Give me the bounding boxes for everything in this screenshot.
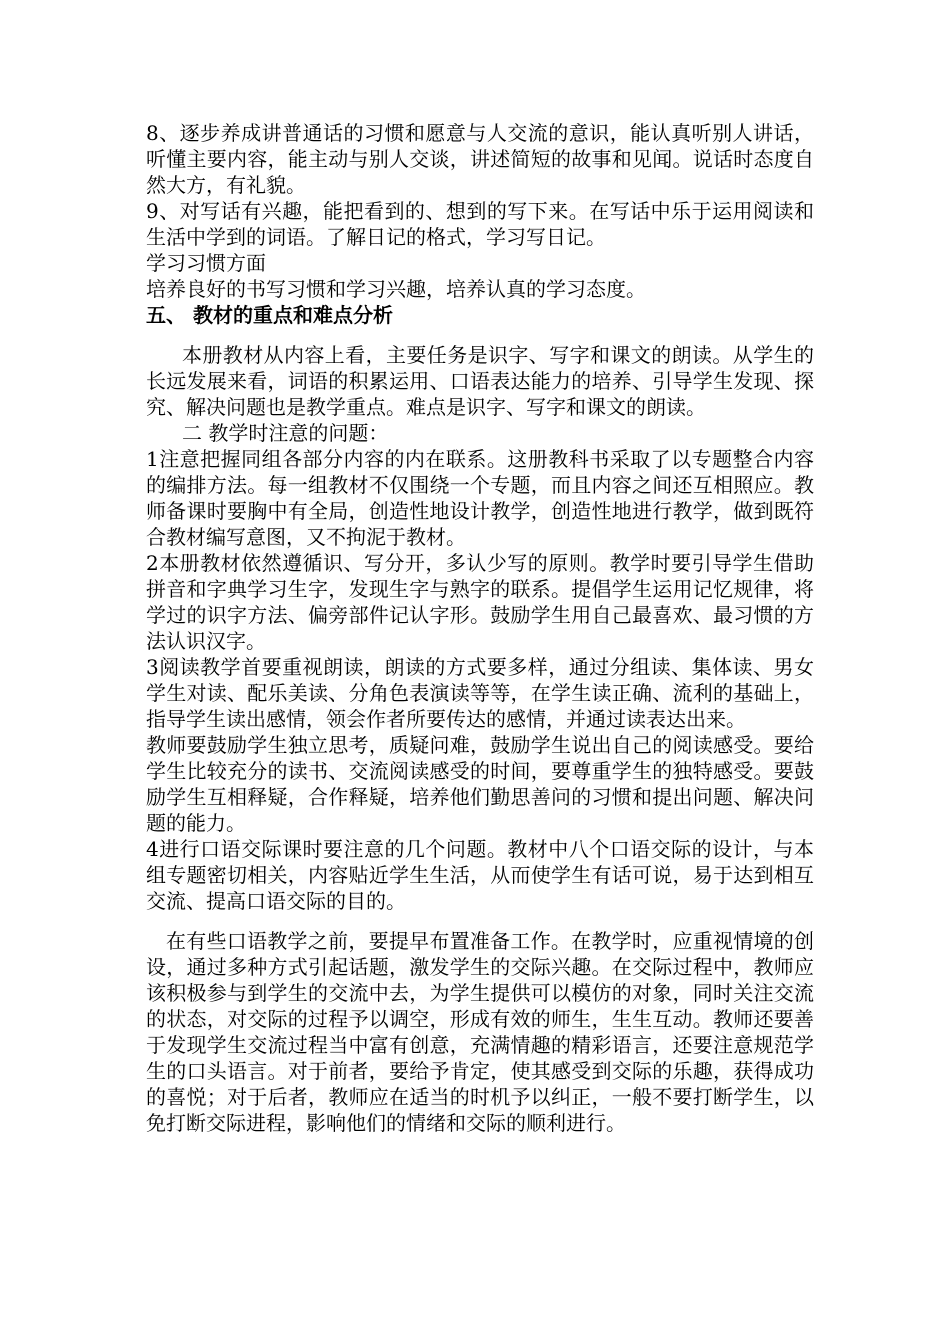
section-heading-five: 五、 教材的重点和难点分析 [146,303,393,327]
paragraph-teacher-encourage: 教师要鼓励学生独立思考，质疑问难，鼓励学生说出自己的阅读感受。要给学生比较充分的读书、交流阅读感受的时间，要尊重学生的独特感受。要鼓励学生互相释疑，合作释疑，培养他们勤思善问的习惯和提出问题、解决问题的能力。 [146,733,814,835]
paragraph-study-habits: 培养良好的书写习惯和学习兴趣，培养认真的学习态度。 [146,277,646,301]
paragraph-item-9: 9、对写话有兴趣，能把看到的、想到的写下来。在写话中乐于运用阅读和生活中学到的词语。了解日记的格式，学习写日记。 [146,199,814,249]
paragraph-key-points: 本册教材从内容上看，主要任务是识字、写字和课文的朗读。从学生的长远发展来看，词语的积累运用、口语表达能力的培养、引导学生发现、探究、解决问题也是教学重点。难点是识字、写字和课文的朗读。 [146,343,814,419]
paragraph-note-4: 4进行口语交际课时要注意的几个问题。教材中八个口语交际的设计，与本组专题密切相关，内容贴近学生生活，从而使学生有话可说，易于达到相互交流、提高口语交际的目的。 [146,837,814,913]
paragraph-note-1: 1注意把握同组各部分内容的内在联系。这册教科书采取了以专题整合内容的编排方法。每一组教材不仅围绕一个专题，而且内容之间还互相照应。教师备课时要胸中有全局，创造性地设计教学，创造性地进行教学，做到既符合教材编写意图，又不拘泥于教材。 [146,447,814,549]
subheading-study-habits: 学习习惯方面 [146,251,266,275]
paragraph-item-8: 8、逐步养成讲普通话的习惯和愿意与人交流的意识，能认真听别人讲话，听懂主要内容，能主动与别人交谈，讲述简短的故事和见闻。说话时态度自然大方，有礼貌。 [146,121,814,197]
document-body [146,120,814,1136]
subheading-teaching-notes: 二 教学时注意的问题： [182,421,389,445]
paragraph-note-3: 3阅读教学首要重视朗读，朗读的方式要多样，通过分组读、集体读、男女学生对读、配乐美读、分角色表演读等等，在学生读正确、流利的基础上，指导学生读出感情，领会作者所要传达的感情，并通过读表达出来。 [146,655,814,731]
paragraph-note-2: 2本册教材依然遵循识、写分开，多认少写的原则。教学时要引导学生借助拼音和字典学习生字，发现生字与熟字的联系。提倡学生运用记忆规律，将学过的识字方法、偏旁部件记认字形。鼓励学生用自己最喜欢、最习惯的方法认识汉字。 [146,551,814,653]
paragraph-oral-teaching: 在有些口语教学之前，要提早布置准备工作。在教学时，应重视情境的创设，通过多种方式引起话题，激发学生的交际兴趣。在交际过程中，教师应该积极参与到学生的交流中去，为学生提供可以模仿的对象，同时关注交流的状态，对交际的过程予以调空，形成有效的师生，生生互动。教师还要善于发现学生交流过程当中富有创意，充满情趣的精彩语言，还要注意规范学生的口头语言。对于前者，要给予肯定，使其感受到交际的乐趣，获得成功的喜悦；对于后者，教师应在适当的时机予以纠正，一般不要打断学生，以免打断交际进程，影响他们的情绪和交际的顺利进行。 [146,929,814,1135]
